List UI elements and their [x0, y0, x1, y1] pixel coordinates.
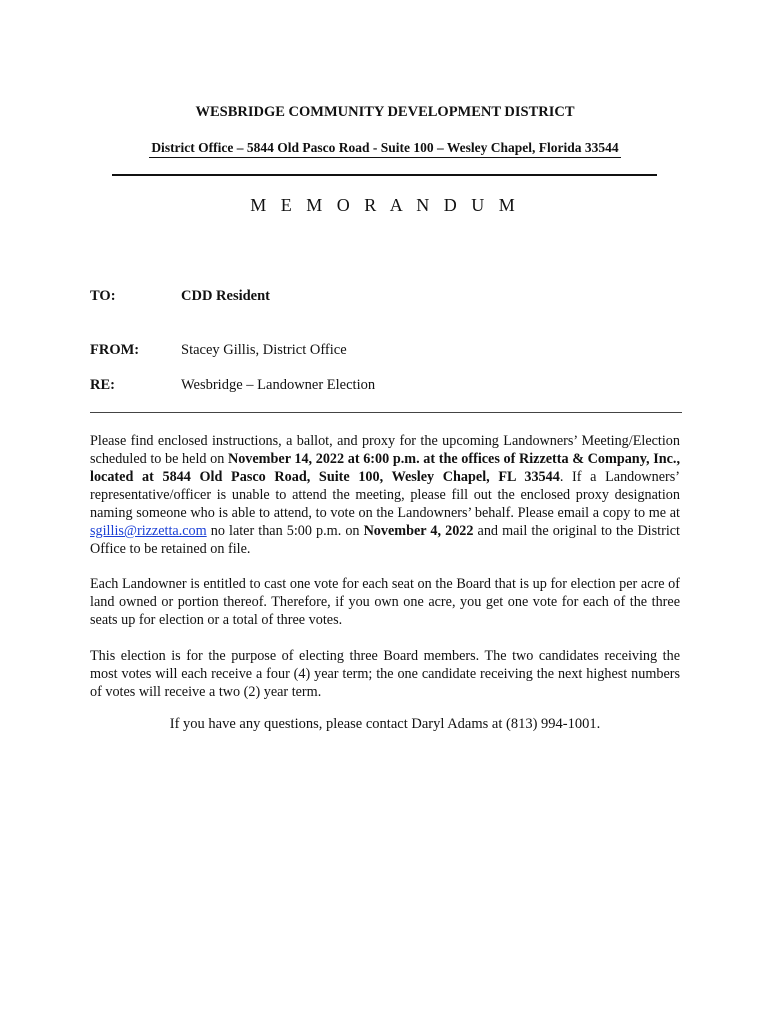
organization-heading: WESBRIDGE COMMUNITY DEVELOPMENT DISTRICT [195, 104, 575, 120]
meeting-details: November 14, 2022 at 6:00 p.m. at the offices of Rizzetta & Company, Inc., located at 5844 Old Pasco Road, Suite 100, Wesley Chapel, FL 33544 [90, 451, 680, 485]
paragraph-instructions [90, 432, 680, 558]
paragraph-election-terms: This election is for the purpose of electing three Board members. The two candidates receiving the most votes will each receive a four (4) year term; the one candidate receiving the next highest numbers of votes will receive a two (2) year term. [90, 648, 680, 700]
para1-text-2: . If a Landowners’ representative/officer is unable to attend the meeting, please fill out the enclosed proxy designation naming someone who is able to attend, to vote on the Landowners’ behalf. Please email a copy to me at [90, 469, 680, 521]
office-address [0, 140, 770, 156]
from-value: Stacey Gillis, District Office [181, 342, 347, 358]
para1-text-3: no later than 5:00 p.m. on [206, 523, 364, 539]
contact-line: If you have any questions, please contact Daryl Adams at (813) 994-1001. [169, 716, 601, 732]
re-value: Wesbridge – Landowner Election [181, 377, 376, 393]
fields-divider [90, 412, 682, 413]
re-label: RE: [90, 377, 115, 393]
to-label: TO: [90, 288, 116, 304]
from-label: FROM: [90, 342, 140, 358]
header-divider [112, 174, 657, 176]
office-address-text: District Office – 5844 Old Pasco Road - Suite 100 – Wesley Chapel, Florida 33544 [149, 140, 620, 158]
email-link[interactable]: sgillis@rizzetta.com [90, 523, 207, 539]
paragraph-voting: Each Landowner is entitled to cast one vote for each seat on the Board that is up for election per acre of land owned or portion thereof. Therefore, if you own one acre, you get one vote for each of the three seats up for election or a total of three votes. [90, 576, 680, 628]
memo-title: M E M O R A N D U M [250, 195, 520, 215]
para1-text-1: Please find enclosed instructions, a ballot, and proxy for the upcoming Landowners’ Meeting/Election scheduled to be held on [90, 433, 680, 467]
deadline-date: November 4, 2022 [363, 523, 474, 539]
to-value: CDD Resident [181, 288, 271, 304]
para1-text-4: and mail the original to the District Office to be retained on file. [90, 523, 680, 557]
